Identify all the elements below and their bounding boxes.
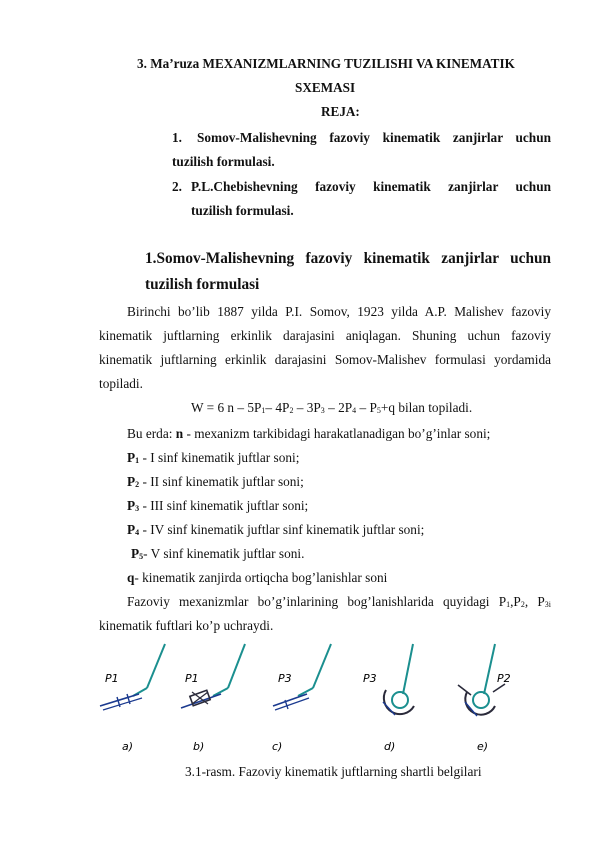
paragraph-intro-line1: Birinchi bo’lib 1887 yilda P.I. Somov, 1923 yilda A.P. Malishev fazoviy <box>127 304 551 319</box>
sub-label-b: b) <box>193 740 205 753</box>
definition-symbol: P <box>127 450 136 465</box>
plan-item-2-line2: tuzilish formulasi. <box>191 203 294 218</box>
symbol-c-label: P3 <box>278 672 292 685</box>
formula-part: – P <box>356 400 377 415</box>
paragraph-pairs-sub: 3i <box>544 600 552 609</box>
symbol-d-p3 <box>363 644 414 715</box>
symbol-b-link <box>228 644 245 688</box>
symbol-e-pin <box>493 684 505 692</box>
symbol-e-pin <box>458 685 471 695</box>
formula-sub: 1 <box>261 406 266 415</box>
figure-caption: 3.1-rasm. Fazoviy kinematik juftlarning shartli belgilari <box>185 764 482 779</box>
symbol-e-ball <box>473 692 489 708</box>
paragraph-pairs-line1 <box>127 594 551 610</box>
paragraph-pairs-text: ,P <box>510 594 521 609</box>
symbol-b-label: P1 <box>185 672 199 685</box>
plan-item-1-line2: tuzilish formulasi. <box>172 154 275 169</box>
symbol-d-label: P3 <box>363 672 377 685</box>
definition-symbol: P <box>127 522 136 537</box>
paragraph-pairs-text: , P <box>524 594 545 609</box>
kinematic-pairs-figure <box>95 640 525 758</box>
paragraph-pairs-sub: 2 <box>520 600 525 609</box>
symbol-e-label: P2 <box>497 672 511 685</box>
definition-text: - III sinf kinematik juftlar soni; <box>139 498 309 513</box>
definition-p1 <box>127 450 299 466</box>
plan-item-1-line1: Somov-Malishevning fazoviy kinematik zanjirlar uchun <box>197 130 551 145</box>
formula-sub: 4 <box>352 406 357 415</box>
formula-part: – 3P <box>293 400 321 415</box>
symbol-a-link <box>147 644 165 688</box>
formula-sub: 2 <box>289 406 294 415</box>
definition-q <box>127 570 387 586</box>
definition-text: - I sinf kinematik juftlar soni; <box>139 450 300 465</box>
formula-part: +q bilan topiladi. <box>380 400 473 415</box>
lecture-title-line1: 3. Ma’ruza MEXANIZMLARNING TUZILISHI VA KINEMATIK <box>137 56 515 71</box>
plan-heading: REJA: <box>321 104 360 119</box>
definition-subscript: 1 <box>135 456 140 465</box>
formula-sub: 3 <box>320 406 325 415</box>
symbol-e-p2 <box>458 644 511 716</box>
section-heading-line1: 1.Somov-Malishevning fazoviy kinematik zanjirlar uchun <box>145 250 551 267</box>
definition-intro-text: - mexanizm tarkibidagi harakatlanadigan bo’g’inlar soni; <box>183 426 491 441</box>
paragraph-intro-line3: kinematik juftlarning erkinlik darajasini Somov-Malishev formulasi yordamida <box>99 352 551 367</box>
definition-subscript: 2 <box>135 480 140 489</box>
somov-malishev-formula <box>191 400 472 416</box>
sub-label-a: a) <box>122 740 134 753</box>
definition-text: - V sinf kinematik juftlar soni. <box>143 546 305 561</box>
definition-subscript: 5 <box>139 552 144 561</box>
symbol-b-p1 <box>181 644 245 708</box>
formula-part: – 4P <box>265 400 290 415</box>
definition-subscript: 3 <box>135 504 140 513</box>
paragraph-intro-line2: kinematik juftlarning erkinlik darajasini aniqlagan. Shuning uchun fazoviy <box>99 328 551 343</box>
sub-label-e: e) <box>477 740 489 753</box>
definition-p5 <box>131 546 304 562</box>
definition-text: - IV sinf kinematik juftlar sinf kinematik juftlar soni; <box>139 522 425 537</box>
symbol-b-guide <box>181 694 221 708</box>
paragraph-pairs-sub: 1 <box>506 600 511 609</box>
definition-text: - kinematik zanjirda ortiqcha bog’lanishlar soni <box>134 570 388 585</box>
plan-item-2-line1: P.L.Chebishevning fazoviy kinematik zanjirlar uchun <box>191 179 551 194</box>
paragraph-pairs-text: Fazoviy mexanizmlar bo’g’inlarining bog’lanishlarida quyidagi P <box>127 594 507 609</box>
section-heading-line2: tuzilish formulasi <box>145 276 260 293</box>
sub-label-c: c) <box>272 740 283 753</box>
lecture-title-line2: SXEMASI <box>295 80 356 95</box>
definition-symbol: P <box>131 546 140 561</box>
plan-item-2-number: 2. <box>172 179 182 194</box>
symbol-d-ball <box>392 692 408 708</box>
definition-symbol-q: q <box>127 570 135 585</box>
symbol-d-socket <box>384 690 414 714</box>
formula-part: W = 6 n – 5P <box>191 400 262 415</box>
definition-symbol: P <box>127 474 136 489</box>
definition-symbol-n: n <box>175 426 184 441</box>
symbol-d-link <box>403 644 413 694</box>
symbol-e-link <box>484 644 495 694</box>
symbol-c-p3 <box>273 644 331 710</box>
sub-label-d: d) <box>384 740 396 753</box>
symbol-e-socket <box>465 692 495 715</box>
plan-item-1-number: 1. <box>172 130 182 145</box>
paragraph-pairs-line2: kinematik fuftlari ko’p uchraydi. <box>99 618 274 633</box>
paragraph-intro-line4: topiladi. <box>99 376 143 391</box>
symbol-c-link <box>313 644 331 688</box>
definition-p3 <box>127 498 308 514</box>
definition-intro-prefix: Bu erda: <box>127 426 176 441</box>
definition-subscript: 4 <box>135 528 140 537</box>
definition-text: - II sinf kinematik juftlar soni; <box>139 474 304 489</box>
formula-sub: 5 <box>376 406 381 415</box>
symbol-a-p1 <box>100 644 165 710</box>
formula-part: – 2P <box>324 400 353 415</box>
definition-intro <box>127 426 490 442</box>
definition-symbol: P <box>127 498 136 513</box>
definition-p4 <box>127 522 424 538</box>
definition-p2 <box>127 474 304 490</box>
symbol-a-label: P1 <box>105 672 119 685</box>
